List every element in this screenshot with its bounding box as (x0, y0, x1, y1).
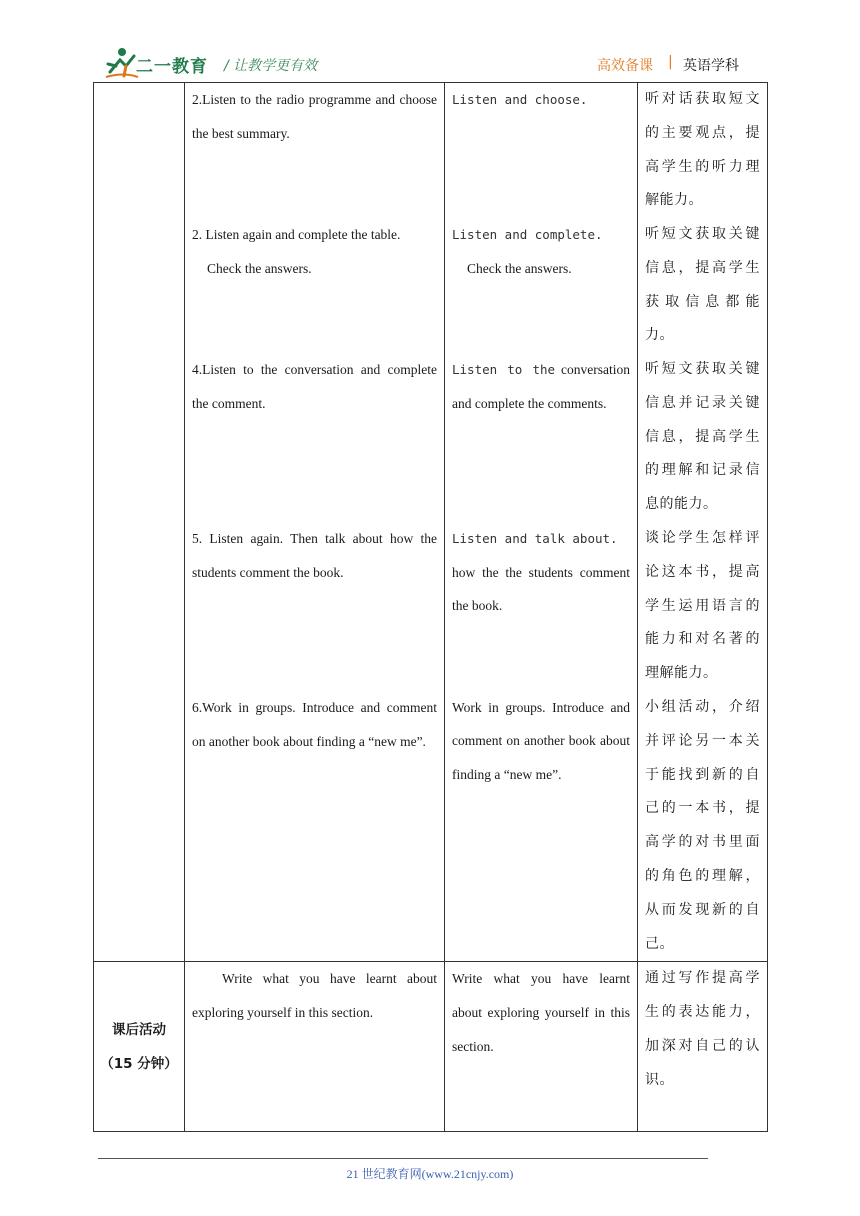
student-text: Listen to the conversation and complete the comments. (452, 361, 630, 411)
logo-text: 二一教育 (136, 57, 208, 77)
purpose-text: 小组活动，介绍并评论另一本关于能找到新的自己的一本书，提高学的对书里面的角色的理解，从而发现新的自己。 (645, 699, 760, 952)
header-subject: 英语学科 (683, 58, 739, 74)
page-header (0, 0, 860, 82)
student-text: Check the answers. (467, 260, 572, 276)
header-separator: | (668, 54, 673, 70)
header-slogan: / 让教学更有效 (224, 58, 318, 74)
stage-time: （15 分钟） (100, 1055, 178, 1072)
activity-text: 4.Listen to the conversation and complete the comment. (192, 361, 437, 411)
activity-text: 5. Listen again. Then talk about how the students comment the book. (192, 530, 437, 580)
teacher-activity-cell (185, 83, 445, 962)
activity-text: Write what you have learnt about exploring yourself in this section. (192, 971, 437, 1021)
student-activity-cell (445, 83, 638, 962)
purpose-text: 听对话获取短文的主要观点，提高学生的听力理解能力。 (645, 91, 760, 209)
purpose-cell (638, 962, 768, 1132)
purpose-text: 谈论学生怎样评论这本书，提高学生运用语言的能力和对名著的理解能力。 (645, 530, 760, 682)
lesson-plan-table (93, 82, 768, 1132)
student-text: Write what you have learnt about exploring yourself in this section. (452, 971, 630, 1054)
footer-divider (98, 1158, 708, 1159)
header-course: 高效备课 (597, 58, 653, 74)
student-activity-cell (445, 962, 638, 1132)
footer-text: 21 世纪教育网(www.21cnjy.com) (346, 1167, 514, 1181)
activity-text: 2. Listen again and complete the table. (192, 227, 401, 242)
table-row (94, 962, 768, 1132)
student-text: Listen and choose. (452, 92, 588, 107)
table-row (94, 83, 768, 962)
student-text: Listen and talk about. (452, 530, 618, 546)
purpose-text: 听短文获取关键信息，提高学生获取信息都能力。 (645, 226, 760, 344)
purpose-cell (638, 83, 768, 962)
activity-text: 6.Work in groups. Introduce and comment on another book about finding a “new me”. (192, 699, 437, 749)
student-text: Work in groups. Introduce and comment on another book about finding a “new me”. (452, 699, 630, 783)
purpose-text: 通过写作提高学生的表达能力，加深对自己的认识。 (645, 970, 760, 1088)
teacher-activity-cell (185, 962, 445, 1132)
activity-text: Check the answers. (207, 260, 312, 276)
stage-cell-empty (94, 83, 185, 962)
purpose-text: 听短文获取关键信息并记录关键信息，提高学生的理解和记录信息的能力。 (645, 361, 760, 513)
activity-text: 2.Listen to the radio programme and choose the best summary. (192, 92, 437, 141)
student-text: Listen and complete. (452, 227, 603, 242)
stage-label-cell (94, 962, 185, 1132)
stage-label: 课后活动 (112, 1021, 166, 1038)
student-text: how the the students comment the book. (452, 564, 630, 614)
